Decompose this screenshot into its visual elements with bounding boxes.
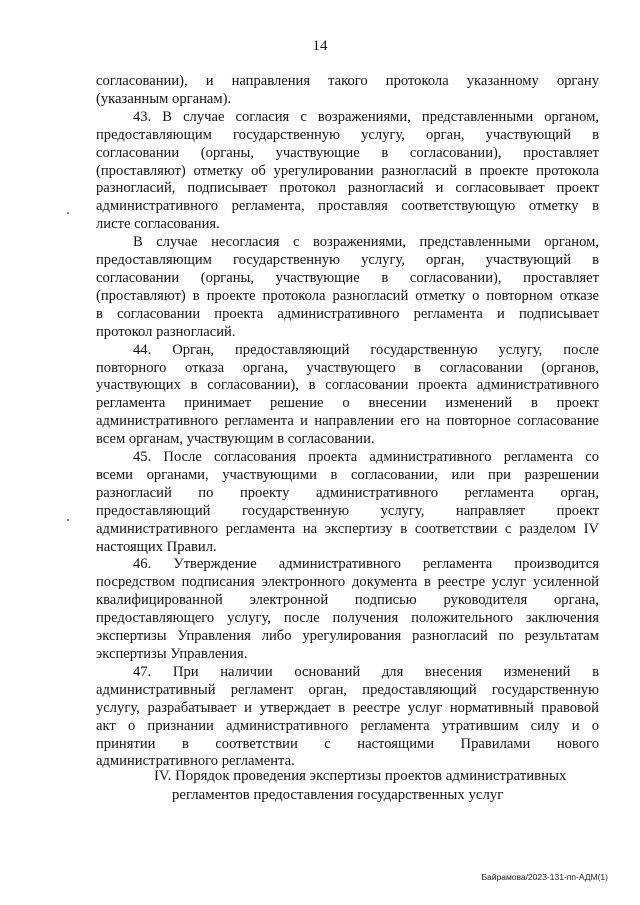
paragraph-p43a-line: листе согласования. (96, 216, 220, 233)
paragraph-p-cont-line: согласовании), и направления такого протокола указанному органу (96, 73, 599, 89)
paragraph-p46-line: квалифицированной электронной подписью руководителя органа, (96, 592, 599, 609)
paragraph-p43a-line: административного регламента, проставляя соответствующую отметку в (96, 198, 599, 215)
section-heading-line-1: IV. Порядок проведения экспертизы проектов административных (154, 768, 567, 784)
paragraph-p46-line: предоставляющего услугу, после получения положительного заключения (96, 610, 599, 627)
page-number: 14 (312, 38, 328, 54)
paragraph-p47-line: 47. При наличии оснований для внесения изменений в (133, 663, 599, 680)
paragraph-p43a-line: предоставляющим государственную услугу, орган, участвующий в (96, 126, 599, 143)
paragraph-p45-line: предоставляющий государственную услугу, направляет проект (96, 502, 599, 519)
paragraph-p46-line: экспертизы Управления либо урегулирования разногласий по результатам (96, 628, 599, 645)
paragraph-p44-line: повторного отказа органа, участвующего в согласовании (органов, (96, 359, 599, 376)
paragraph-p44-line: административного регламента и направлении его на повторное согласование (96, 413, 599, 430)
paragraph-p43b-line: протокол разногласий. (96, 323, 236, 340)
paragraph-p46-line: экспертизы Управления. (96, 646, 248, 662)
document-body (96, 73, 599, 771)
paragraph-p46-line: посредством подписания электронного документа в реестре услуг усиленной (96, 574, 599, 591)
paragraph-p47-line: принятии в соответствии с настоящими Правилами нового (96, 735, 599, 752)
paragraph-p47-line: административного регламента. (96, 753, 295, 770)
paragraph-p47-line: административный регламент орган, предоставляющий государственную (96, 681, 599, 698)
paragraph-p44-line: регламента принимает решение о внесении изменений в проект (96, 395, 599, 412)
scan-speck (67, 519, 69, 521)
paragraph-p45-line: административного регламента на экспертизу в соответствии с разделом IV (96, 520, 599, 537)
paragraph-p44-line: 44. Орган, предоставляющий государственную услугу, после (133, 341, 599, 358)
paragraph-p47-line: акт о признании административного регламента утратившим силу и о (96, 717, 599, 734)
paragraph-p45-line: разногласий по проекту административного регламента орган, (96, 484, 599, 501)
paragraph-p43a-line: (проставляют) отметку об урегулировании разногласий в проекте протокола (96, 162, 599, 179)
paragraph-p45-line: всеми органами, участвующими в согласовании, или при разрешении (96, 466, 599, 483)
paragraph-p43b-line: согласовании (органы, участвующие в согласовании), проставляет (96, 269, 599, 286)
paragraph-p43b-line: предоставляющим государственную услугу, орган, участвующий в (96, 252, 599, 269)
paragraph-p43a-line: согласовании (органы, участвующие в согласовании), проставляет (96, 144, 599, 161)
paragraph-p43b-line: в согласовании проекта административного регламента и подписывает (96, 305, 599, 322)
paragraph-p47-line: услугу, разрабатывает и утверждает в реестре услуг нормативный правовой (96, 699, 599, 716)
paragraph-p43a-line: 43. В случае согласия с возражениями, представленными органом, (133, 108, 599, 125)
paragraph-p-cont-line: (указанным органам). (96, 90, 232, 107)
paragraph-p43a-line: разногласий, подписывает протокол разногласий и согласовывает проект (96, 180, 599, 197)
section-heading (154, 767, 566, 804)
section-heading-line-2: регламентов предоставления государственных услуг (172, 786, 504, 803)
paragraph-p46-line: 46. Утверждение административного регламента производится (133, 556, 599, 573)
document-reference-footer: Байрамова/2023-131-пп-АДМ(1) (481, 872, 608, 882)
paragraph-p43b-line: (проставляют) в проекте протокола разногласий отметку о повторном отказе (96, 287, 599, 304)
scan-speck (67, 212, 69, 214)
paragraph-p44-line: участвующих в согласовании), в согласовании проекта административного (96, 377, 599, 394)
paragraph-p43b-line: В случае несогласия с возражениями, представленными органом, (133, 234, 599, 251)
paragraph-p45-line: 45. После согласования проекта административного регламента со (133, 449, 599, 466)
paragraph-p44-line: всем органам, участвующим в согласовании. (96, 431, 375, 448)
paragraph-p45-line: настоящих Правил. (96, 538, 217, 555)
